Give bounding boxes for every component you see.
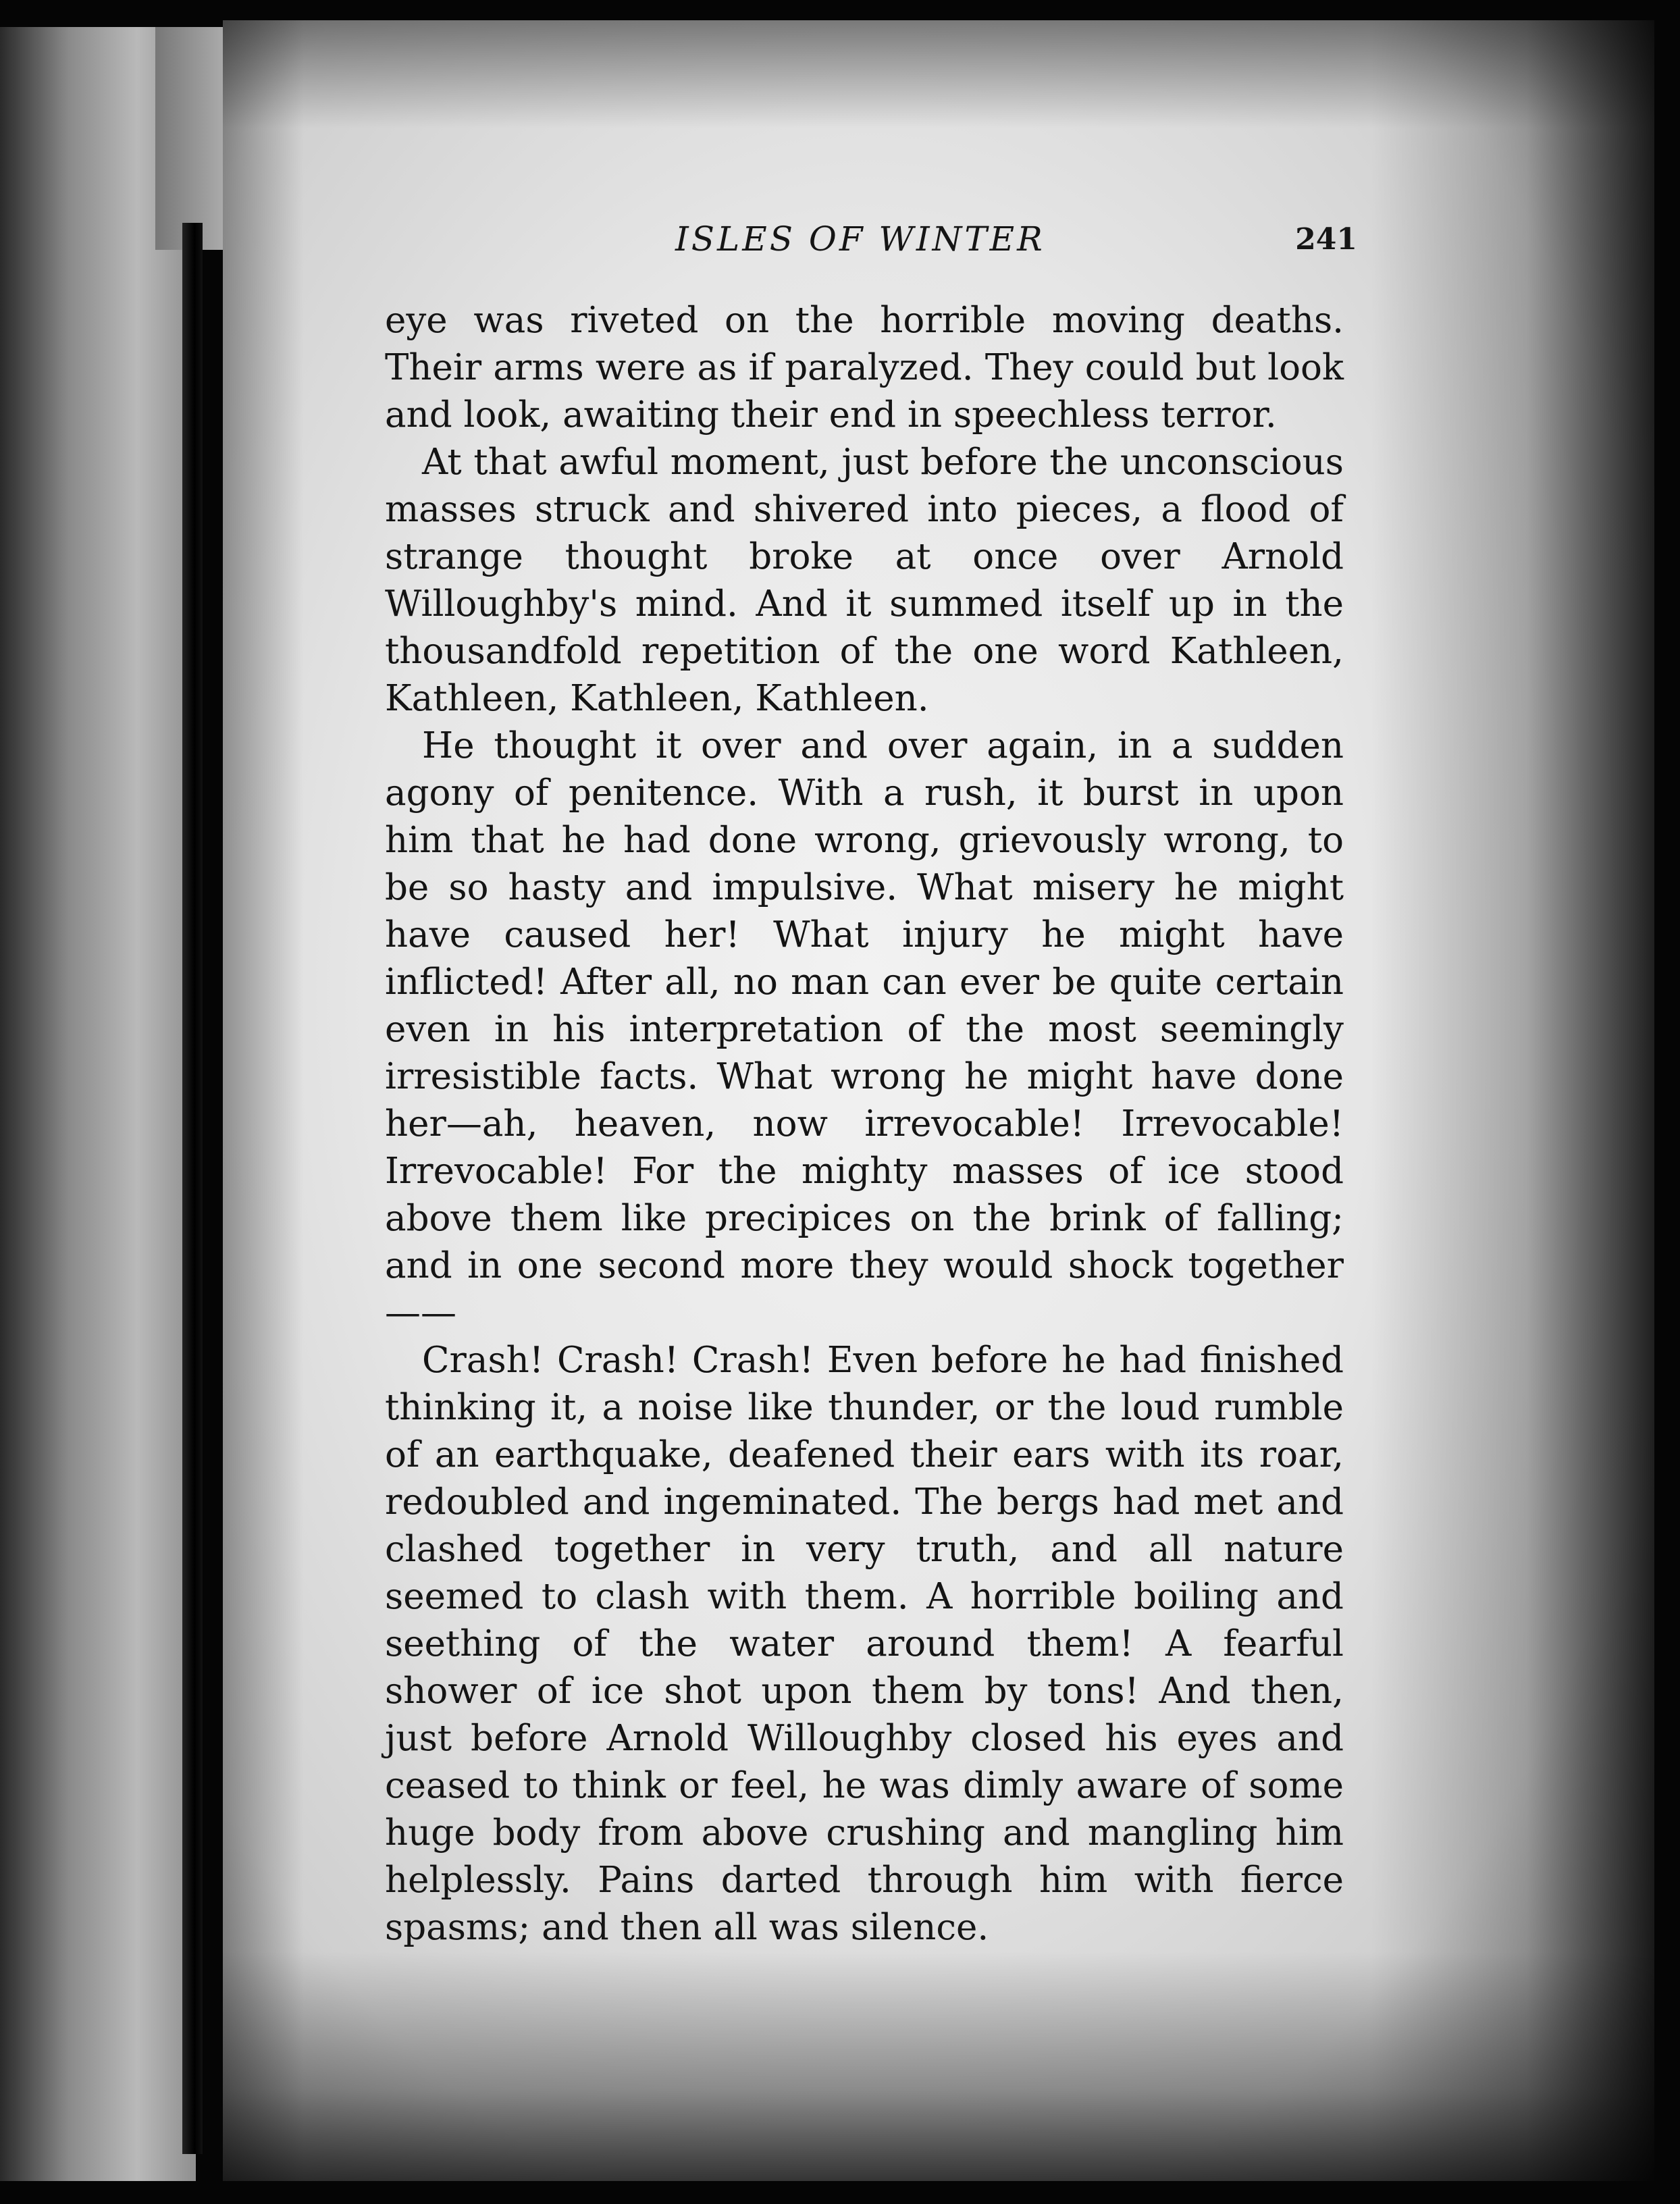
paragraph-1: eye was riveted on the horrible moving deaths. Their arms were as if paralyzed. They could but look and look, awaiting their end in speechless terror.: [385, 300, 1344, 436]
paragraph-2: At that awful moment, just before the unconscious masses struck and shivered into pieces, a flood of strange thought broke at once over Arnold Willoughby's mind. And it summed itself up in the thousandfold repetition of the one word Kathleen, Kathleen, Kathleen, Kathleen.: [385, 442, 1344, 719]
paragraph-4: Crash! Crash! Crash! Even before he had finished thinking it, a noise like thunder, or the loud rumble of an earthquake, deafened their ears with its roar, redoubled and ingeminated. The bergs had met and clashed together in very truth, and all nature seemed to clash with them. A horrible boiling and seething of the water around them! A fearful shower of ice shot upon them by tons! And then, just before Arnold Willoughby closed his eyes and ceased to think or feel, he was dimly aware of some huge body from above crushing and mangling him helplessly. Pains darted through him with fierce spasms; and then all was silence.: [385, 1340, 1344, 1948]
page-number: 241: [1295, 222, 1357, 257]
page-shadow-bottom: [223, 1951, 1654, 2181]
running-head: [378, 219, 1357, 267]
page-shadow-right: [1371, 20, 1654, 2181]
page-shadow-left: [223, 20, 304, 2181]
paragraph-3: He thought it over and over again, in a sudden agony of penitence. With a rush, it burst in upon him that he had done wrong, grievously wrong, to be so hasty and impulsive. What misery he might have caused her! What injury he might have inflicted! After all, no man can ever be quite certain even in his interpretation of the most seemingly irresistible facts. What wrong he might have done her—ah, heaven, now irrevocable! Irrevocable! Irrevocable! For the mighty masses of ice stood above them like precipices on the brink of falling; and in one second more they would shock together——: [385, 725, 1344, 1334]
body-text: [385, 297, 1344, 1951]
facing-page-corner: [155, 27, 223, 250]
facing-page-remnant: [0, 27, 196, 2181]
running-title: ISLES OF WINTER: [675, 219, 1045, 259]
book-gutter: [182, 223, 203, 2154]
